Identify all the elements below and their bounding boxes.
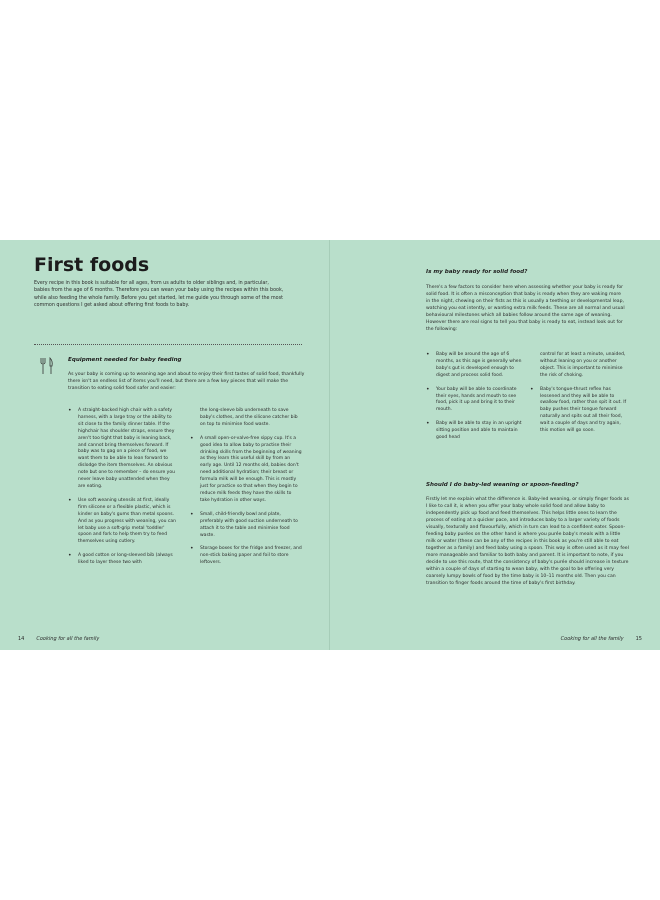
list-item: • Use soft weaning utensils at first, ideally firm silicone or a flexible plastic, which is kinder on baby's gums than metal spoons. And as you progress with weaning, you can let baby use a soft-grip metal 'toddler' spoon and fork to help them try to feed themselves using cutlery.: [68, 496, 176, 545]
dotted-divider: [34, 344, 302, 345]
bullet-icon: •: [190, 510, 194, 518]
bullet-icon: •: [68, 552, 72, 560]
book-spread: [0, 240, 660, 650]
list-item: • Small, child-friendly bowl and plate, preferably with good suction underneath to attach it to the table and minimise food waste.: [190, 510, 298, 538]
weaning-method-paragraph: Firstly let me explain what the difference is. Baby-led weaning, or simply finger foods as I like to call it, is when you offer your baby whole solid food and allow baby to independently pick up food and feed themselves. This helps little ones to learn the process of eating at a quicker pace, and introduces baby to a larger variety of foods visually, texturally and flavourfully, which in turn can lead to a confident eater. Spoon-feeding baby purées on the other hand is where you purée baby's meals with a little milk or water (these can be any of the recipes in this book as you're still able to eat together as a family) and feed baby using a spoon. This way is often used as it may feel more manageable and familiar to both baby and parent. It is important to note, if you decide to use this route, that the consistency of baby's purée should increase in texture within a couple of days of starting to wean baby, with the goal to be offering very coarsely lumpy bowls of food by the time baby is 10–11 months old. Then you can transition to finger foods around the time of baby's first birthday.: [426, 497, 629, 586]
fork-icon: [41, 358, 45, 374]
page-number: 14: [18, 636, 25, 642]
right-folio: [561, 636, 642, 642]
bullet-icon: •: [190, 434, 194, 442]
page-title: First foods: [34, 254, 150, 276]
bullet-icon: •: [190, 545, 194, 553]
list-item: • A straight-backed high chair with a safety harness, with a large tray or the ability to sit close to the family dinner table. If the highchair has shoulder straps, ensure they aren't too tight that baby is leaning back, and cannot bring themselves forward. If baby was to gag on a piece of food, we want them to be able to lean forward to dislodge the item themselves. An obvious note but one to remember – do ensure you never leave baby unattended when they are eating.: [68, 407, 175, 489]
equipment-heading: Equipment needed for baby feeding: [68, 357, 182, 363]
readiness-list-column-2: [530, 352, 630, 442]
list-item: • Baby will be around the age of 6 months, as this age is generally when baby's gut is developed enough to digest and process solid food.: [426, 351, 522, 378]
running-head: Cooking for all the family: [560, 636, 624, 642]
spine-gutter: [329, 240, 330, 650]
equipment-intro: As your baby is coming up to weaning age and about to enjoy their first tastes of solid food, thankfully there isn't an endless list of items you'll need, but there are a few key pieces that will make the transition to eating solid food safer and easier:: [68, 372, 305, 391]
knife-icon: [50, 358, 52, 374]
bullet-icon: •: [68, 407, 72, 414]
bullet-icon: •: [68, 496, 72, 504]
bullet-icon: •: [426, 420, 430, 428]
list-item: • Baby's tongue-thrust reflex has lessened and they will be able to swallow food, rather than spit it out. If baby pushes their tongue forward naturally and spits out all their food, wait a couple of days and try again, this motion will go soon.: [530, 385, 627, 434]
list-item: • Storage boxes for the fridge and freezer, and non-stick baking paper and foil to store leftovers.: [190, 545, 302, 566]
bullet-icon: •: [426, 351, 430, 358]
bullet-icon: •: [426, 385, 430, 393]
running-head: Cooking for all the family: [36, 636, 100, 642]
intro-paragraph: Every recipe in this book is suitable for all ages, from us adults to older siblings and, in particular, babies from the age of 6 months. Therefore you can wean your baby using the recipes within this book, while also feeding the whole family. Before you get started, let me guide you through some of the most common questions I get asked about offering first foods to baby.: [34, 281, 284, 309]
list-item: • A small open-or-valve-free sippy cup. It's a good idea to allow baby to practise their drinking skills from the beginning of weaning as they learn this useful skill by from an early age. Until 12 months old, babies don't need additional hydration; their breast or formula milk will be enough. This is mostly just for practice so that when they begin to reduce milk feeds they have the skills to take hydration in other ways.: [190, 434, 302, 503]
question-heading-readiness: Is my baby ready for solid food?: [426, 269, 528, 275]
fork-knife-icon: [38, 357, 56, 375]
list-item: • A good cotton or long-sleeved bib (always liked to layer these two with: [68, 552, 173, 566]
equipment-list-column-2: [190, 408, 302, 574]
readiness-list-column-1: [426, 352, 528, 449]
list-item-continuation: control for at least a minute, unaided, without leaning on you or another object. This is important to minimise the risk of choking.: [540, 352, 626, 378]
equipment-list-column-1: [68, 408, 176, 574]
list-item-continuation: the long-sleeve bib underneath to save baby's clothes, and the silicone catcher bib on top to minimise food waste.: [200, 408, 298, 427]
list-item: • Baby will be able to stay in an upright sitting position and able to maintain good head: [426, 420, 522, 441]
question-heading-weaning-method: Should I do baby-led weaning or spoon-feeding?: [426, 482, 579, 488]
list-item: • Your baby will be able to coordinate their eyes, hands and mouth to see food, pick it up and bring it to their mouth.: [426, 385, 517, 413]
page-number: 15: [635, 636, 642, 642]
readiness-paragraph: There's a few factors to consider here when assessing whether your baby is ready for solid food. It is often a misconception that baby is ready when they are waking more in the night, chewing on their fists as this is usually a teething or developmental leap, watching you eat intently, or wanting extra milk feeds. These are all normal and usual behavioural milestones which all babies follow around the same age of weaning. However there are real signs to tell you that baby is ready to eat, instead look out for the following:: [426, 285, 625, 332]
left-folio: [18, 636, 99, 642]
bullet-icon: •: [530, 385, 534, 393]
